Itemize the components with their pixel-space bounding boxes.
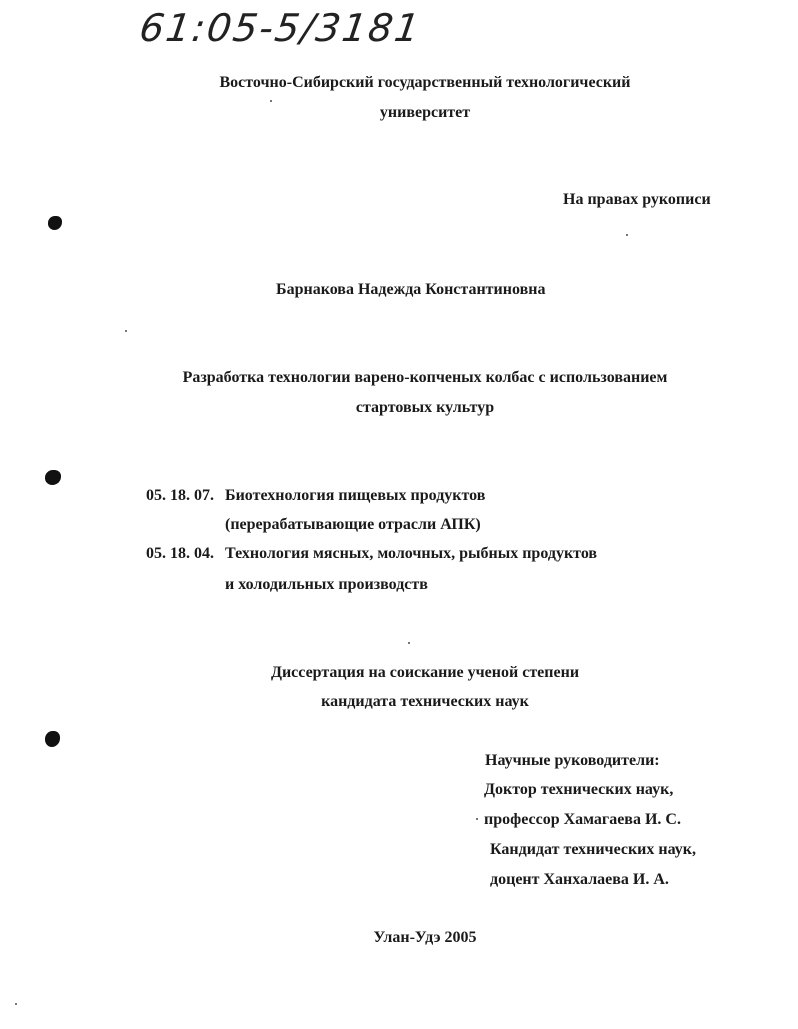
scan-speck xyxy=(626,234,628,236)
scan-speck xyxy=(15,1003,17,1005)
dissertation-title-line-1: Разработка технологии варено-копченых колбас с использованием xyxy=(182,369,668,386)
degree-line-2: кандидата технических наук xyxy=(321,693,529,710)
supervisor-1-name: профессор Хамагаева И. С. xyxy=(484,811,681,828)
specialty-2-name-line-2: и холодильных производств xyxy=(225,576,428,593)
scan-speck xyxy=(476,818,478,820)
scan-speck xyxy=(408,642,410,644)
specialty-2-name-line-1: Технология мясных, молочных, рыбных продуктов xyxy=(225,545,598,562)
supervisors-heading: Научные руководители: xyxy=(485,752,660,769)
author-name: Барнакова Надежда Константиновна xyxy=(276,281,546,298)
handwritten-catalog-number: 61:05-5/3181 xyxy=(136,6,425,50)
punch-hole-mark-1 xyxy=(48,216,62,230)
specialty-1-code: 05. 18. 07. xyxy=(146,487,214,504)
degree-line-1: Диссертация на соискание ученой степени xyxy=(270,664,580,681)
punch-hole-mark-2 xyxy=(45,470,61,485)
punch-hole-mark-3 xyxy=(45,731,60,747)
university-line-2: университет xyxy=(379,104,471,121)
specialty-2-code: 05. 18. 04. xyxy=(146,545,214,562)
manuscript-rights: На правах рукописи xyxy=(563,191,711,208)
place-year: Улан-Удэ 2005 xyxy=(373,929,477,946)
specialty-1-name-line-2: (перерабатывающие отрасли АПК) xyxy=(225,516,481,533)
specialty-1-name-line-1: Биотехнология пищевых продуктов xyxy=(225,487,486,504)
dissertation-title-line-2: стартовых культур xyxy=(355,399,495,416)
supervisor-2-degree: Кандидат технических наук, xyxy=(490,841,697,858)
supervisor-1-degree: Доктор технических наук, xyxy=(484,781,674,798)
university-line-1: Восточно-Сибирский государственный технологический xyxy=(219,74,631,91)
supervisor-2-name: доцент Ханхалаева И. А. xyxy=(490,871,669,888)
scan-speck xyxy=(125,330,127,332)
scan-speck xyxy=(270,100,272,102)
